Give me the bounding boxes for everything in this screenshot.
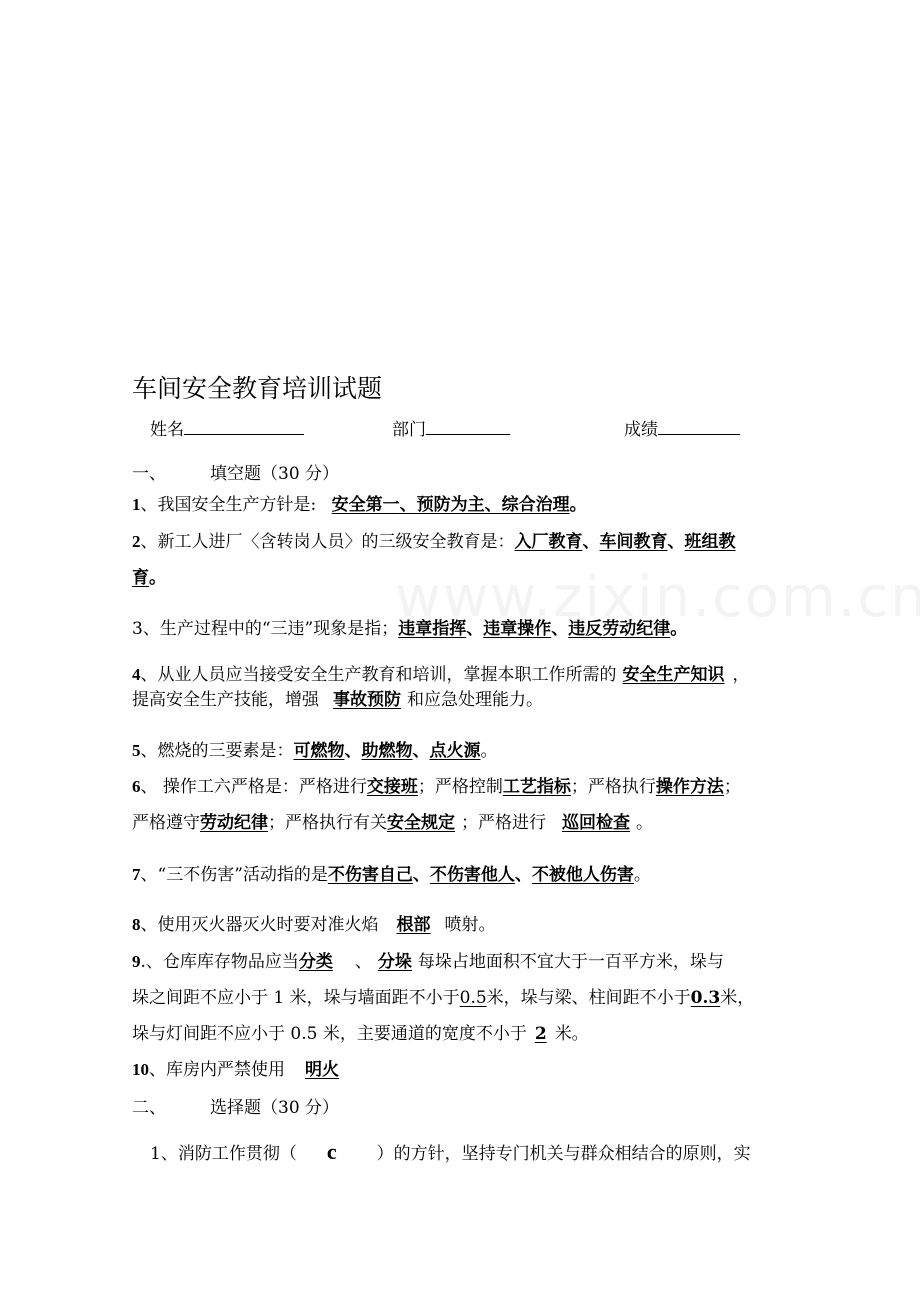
answer-text: 分类 xyxy=(298,952,333,972)
question-text: 、“三不伤害”活动指的是 xyxy=(140,865,328,885)
question-4-cont xyxy=(132,688,543,712)
separator: 、 xyxy=(466,619,484,639)
answer: 预防为主 xyxy=(416,495,485,515)
punctuation: 。 xyxy=(569,495,587,515)
question-number: 3 xyxy=(132,619,143,639)
separator: 、 xyxy=(667,532,685,552)
answer: 育 xyxy=(132,568,149,588)
answer: 工艺指标 xyxy=(502,777,571,797)
section-choice-heading xyxy=(132,1096,339,1120)
answer-text: 2 xyxy=(534,1024,547,1044)
answer xyxy=(299,952,351,972)
punctuation: 。 xyxy=(149,568,166,588)
question-text: 和应急处理能力。 xyxy=(407,690,543,710)
question-3 xyxy=(132,617,687,641)
question-number: 6 xyxy=(132,777,141,796)
answer: 违反劳动纪律 xyxy=(568,619,671,639)
question-text: 、 操作工六严格是：严格进行 xyxy=(140,777,367,797)
answer-text: 明火 xyxy=(305,1060,339,1080)
question-text: ；严格控制 xyxy=(417,777,503,797)
answer-text: 事故预防 xyxy=(333,690,401,710)
answer xyxy=(554,813,636,833)
question-number: 5 xyxy=(132,741,141,760)
question-text: 、库房内严禁使用 xyxy=(149,1060,285,1080)
question-number: 1 xyxy=(150,1144,161,1164)
answer xyxy=(617,665,733,685)
question-number: 7 xyxy=(132,865,141,884)
question-text: ；严格执行有关 xyxy=(268,813,387,833)
separator: 、 xyxy=(354,952,372,972)
answer: c xyxy=(326,1139,337,1164)
answer xyxy=(319,690,407,710)
answer: 违章操作 xyxy=(483,619,552,639)
answer: 交接班 xyxy=(366,777,418,797)
question-number: 9 xyxy=(132,952,141,971)
answer-text: 根部 xyxy=(396,915,431,935)
name-blank xyxy=(184,416,304,435)
punctuation: 。 xyxy=(670,619,688,639)
question-7 xyxy=(132,863,651,887)
answer: 助燃物 xyxy=(361,741,413,761)
question-5 xyxy=(132,739,498,763)
question-text: 、消防工作贯彻（ xyxy=(160,1144,297,1164)
answer-text: 安全生产知识 xyxy=(622,665,725,685)
separator: 、 xyxy=(551,619,569,639)
answer: 0.5 xyxy=(459,988,487,1008)
score-field xyxy=(624,416,740,442)
punctuation: ， xyxy=(732,665,750,685)
question-text: 、从业人员应当接受安全生产教育和培训，掌握本职工作所需的 xyxy=(140,665,617,685)
separator: 、 xyxy=(484,495,502,515)
question-text: 喷射。 xyxy=(444,915,496,935)
answer: 班组教 xyxy=(684,532,736,552)
answer: 车间教育 xyxy=(599,532,668,552)
dept-label: 部门 xyxy=(392,420,426,440)
question-text: 提高安全生产技能，增强 xyxy=(132,690,319,710)
question-number: 1 xyxy=(132,495,141,514)
page-title: 车间安全教育培训试题 xyxy=(132,374,383,403)
question-text: 米，垛与梁、柱间距不小于 xyxy=(486,988,691,1008)
question-text: 每垛占地面积不宜大于一百平方米，垛与 xyxy=(417,952,724,972)
answer: 点火源 xyxy=(429,741,481,761)
question-number: 2 xyxy=(132,532,141,551)
answer: 安全第一 xyxy=(331,495,400,515)
dept-field xyxy=(392,416,510,442)
separator: 、 xyxy=(582,532,600,552)
separator: 、 xyxy=(412,741,430,761)
answer xyxy=(285,1060,359,1080)
answer xyxy=(378,952,418,972)
answer xyxy=(379,915,445,935)
question-number: 10 xyxy=(132,1060,149,1079)
answer: 不伤害他人 xyxy=(429,865,515,885)
question-text: ）的方针，坚持专门机关与群众相结合的原则，实 xyxy=(376,1144,751,1164)
separator: 、 xyxy=(412,865,430,885)
answer-text: 分垛 xyxy=(377,952,412,972)
question-10 xyxy=(132,1058,359,1082)
name-label: 姓名 xyxy=(150,420,184,440)
dept-blank xyxy=(426,416,510,435)
answer: 0.3 xyxy=(690,988,721,1008)
answer-text: 安全规定 xyxy=(387,813,455,833)
question-2-cont xyxy=(132,566,166,590)
section-label: 选择题（30 分） xyxy=(210,1098,340,1118)
section-fill-blank-heading xyxy=(132,462,339,486)
question-text: 、使用灭火器灭火时要对准火焰 xyxy=(140,915,379,935)
question-number: 8 xyxy=(132,915,141,934)
question-text: 严格遵守 xyxy=(132,813,200,833)
question-6-cont xyxy=(132,811,653,835)
question-6 xyxy=(132,775,741,799)
answer: 违章指挥 xyxy=(398,619,467,639)
question-text: 、我国安全生产方针是: xyxy=(140,495,322,515)
section-label: 填空题（30 分） xyxy=(210,464,340,484)
question-8 xyxy=(132,913,496,937)
answer-text: 巡回检查 xyxy=(562,813,630,833)
section-number: 二、 xyxy=(132,1098,166,1118)
separator: 、 xyxy=(399,495,417,515)
score-blank xyxy=(658,416,740,435)
score-label: 成绩 xyxy=(624,420,658,440)
question-2 xyxy=(132,530,736,554)
question-4 xyxy=(132,663,750,687)
punctuation: 。 xyxy=(480,741,498,761)
answer xyxy=(387,813,461,833)
answer: 不被他人伤害 xyxy=(531,865,634,885)
question-text: 、新工人进厂〈含转岗人员〉的三级安全教育是： xyxy=(140,532,515,552)
question-9-cont xyxy=(132,986,754,1010)
question-text: 垛之间距不应小于 1 米，垛与墙面距不小于 xyxy=(132,988,460,1008)
question-number: 4 xyxy=(132,665,141,684)
choice-question-1 xyxy=(150,1140,751,1166)
answer xyxy=(527,1024,555,1044)
question-text: 米， xyxy=(720,988,755,1008)
question-9-cont2 xyxy=(132,1022,589,1046)
question-text: 、燃烧的三要素是： xyxy=(140,741,294,761)
punctuation: 。 xyxy=(636,813,653,833)
question-text: ；严格执行 xyxy=(570,777,656,797)
answer: 综合治理 xyxy=(501,495,570,515)
answer: 不伤害自己 xyxy=(327,865,413,885)
answer: 可燃物 xyxy=(293,741,345,761)
question-9 xyxy=(132,950,724,974)
answer: 入厂教育 xyxy=(514,532,583,552)
section-number: 一、 xyxy=(132,464,166,484)
question-1 xyxy=(132,493,587,517)
name-field xyxy=(150,416,304,442)
answer: 劳动纪律 xyxy=(200,813,268,833)
question-text: 垛与灯间距不应小于 0.5 米，主要通道的宽度不小于 xyxy=(132,1024,527,1044)
punctuation: ； xyxy=(723,777,741,797)
separator: 、 xyxy=(514,865,532,885)
answer: 操作方法 xyxy=(655,777,724,797)
question-text: .、仓库库存物品应当 xyxy=(140,952,299,972)
question-text: ；严格进行 xyxy=(461,813,546,833)
separator: 、 xyxy=(344,741,362,761)
question-text: 米。 xyxy=(554,1024,589,1044)
punctuation: 。 xyxy=(633,865,651,885)
question-text: 、生产过程中的“三违”现象是指； xyxy=(142,619,399,639)
